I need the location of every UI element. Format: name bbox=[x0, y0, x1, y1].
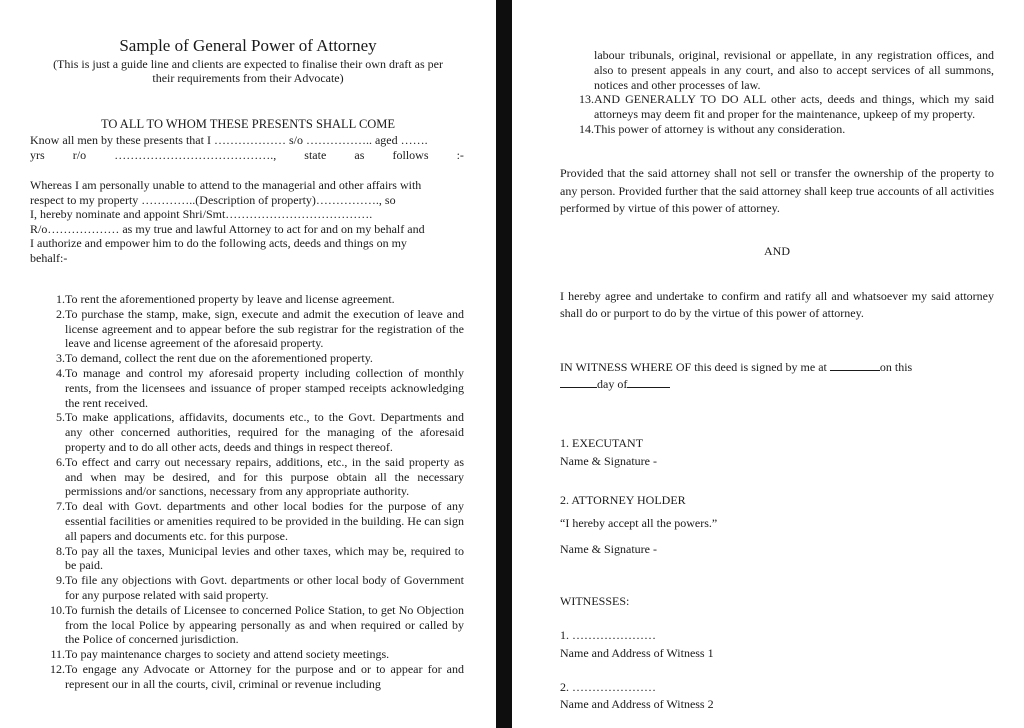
item-text: labour tribunals, original, revisional or appellate, in any registration offices, and also to present appeals in any court, and also to accept services of all summons, notices and other processes of law. bbox=[594, 48, 994, 92]
list-item bbox=[30, 662, 464, 692]
list-item bbox=[30, 573, 464, 603]
witness-line-1 bbox=[560, 359, 994, 376]
know-line-2 bbox=[30, 148, 464, 163]
list-item bbox=[30, 647, 464, 662]
page-divider bbox=[496, 0, 512, 728]
item-number: 9. bbox=[56, 573, 65, 588]
presents-heading: TO ALL TO WHOM THESE PRESENTS SHALL COME bbox=[100, 117, 396, 131]
subtitle-line: their requirements from their Advocate) bbox=[152, 71, 344, 85]
know-line: Know all men by these presents that I ……………… s/o …………….. aged ……. bbox=[30, 133, 428, 147]
document-title: Sample of General Power of Attorney bbox=[119, 36, 377, 55]
item-text: AND GENERALLY TO DO ALL other acts, deeds and things, which my said attorneys may deem fit and proper for the maintenance, upkeep of my property. bbox=[594, 92, 994, 122]
item-text: To engage any Advocate or Attorney for the purpose and or to appear for and represent our in all the courts, civil, criminal or revenue including bbox=[65, 661, 464, 691]
and-heading: AND bbox=[764, 244, 790, 258]
place-blank[interactable] bbox=[830, 359, 880, 371]
list-item bbox=[30, 455, 464, 499]
item-text: To effect and carry out necessary repairs, additions, etc., in the said property as and when may be desired, and for this purpose obtain all the necessary permissions and/or sanctions, necessary from any appropriate authority. bbox=[65, 454, 464, 499]
item-number: 8. bbox=[56, 543, 65, 558]
witness-clause bbox=[560, 359, 994, 393]
list-item bbox=[30, 410, 464, 454]
whereas-line: I authorize and empower him to do the following acts, deeds and things on my bbox=[30, 236, 407, 251]
know-word: …………………………………., bbox=[114, 147, 277, 162]
attorney-holder-quote: “I hereby accept all the powers.” bbox=[560, 516, 718, 530]
item-number: 3. bbox=[56, 351, 65, 366]
document-page-left bbox=[0, 0, 496, 728]
know-word: state bbox=[304, 147, 327, 162]
item-text: To pay all the taxes, Municipal levies and other taxes, which may be, required to be paid. bbox=[65, 543, 464, 573]
witness-text: IN WITNESS WHERE OF this deed is signed by me at bbox=[560, 360, 827, 374]
whereas-line: Whereas I am personally unable to attend to the managerial and other affairs with bbox=[30, 178, 422, 192]
powers-list-continued bbox=[540, 48, 994, 137]
item-text: To purchase the stamp, make, sign, execute and admit the execution of leave and license agreement and to appear before the sub registrar for the registration of the leave and license agreement of the aforesaid property. bbox=[65, 306, 464, 351]
item-number: 2. bbox=[56, 306, 65, 321]
list-item bbox=[30, 366, 464, 410]
list-item bbox=[30, 307, 464, 351]
witness-2-label: Name and Address of Witness 2 bbox=[560, 697, 714, 711]
attorney-holder-label: 2. ATTORNEY HOLDER bbox=[560, 493, 686, 507]
provided-paragraph: Provided that the said attorney shall not sell or transfer the ownership of the property to any person. Provided further that the said attorney shall keep true accounts of all activities performed by virtue of this power of attorney. bbox=[560, 166, 994, 215]
item-text: To pay maintenance charges to society and attend society meetings. bbox=[65, 647, 390, 662]
item-number: 10. bbox=[50, 602, 65, 617]
item-text: To furnish the details of Licensee to concerned Police Station, to get No Objection from the local Police by appearing personally as and when required or called by the Police of concerned jurisdiction. bbox=[65, 602, 464, 647]
item-text: To demand, collect the rent due on the aforementioned property. bbox=[65, 351, 373, 366]
ratify-paragraph: I hereby agree and undertake to confirm and ratify all and whatsoever my said attorney shall do or purport to do by the virtue of this power of attorney. bbox=[560, 289, 994, 320]
list-item bbox=[30, 292, 464, 307]
item-number: 12. bbox=[50, 661, 65, 676]
item-number: 13. bbox=[579, 92, 594, 107]
whereas-line: I, hereby nominate and appoint Shri/Smt………………………………. bbox=[30, 207, 373, 222]
item-text: This power of attorney is without any consideration. bbox=[594, 121, 846, 136]
item-text: To manage and control my aforesaid property including collection of monthly rents, from the licensees and issuance of proper stamped receipts acknowledging the rent received. bbox=[65, 365, 464, 410]
item-number: 14. bbox=[579, 121, 594, 136]
item-text: To deal with Govt. departments and other local bodies for the purpose of any essential facilities or amenities required to be provided in the building. He can sign all papers and documents etc. for this purpose. bbox=[65, 499, 464, 543]
item-number: 5. bbox=[56, 410, 65, 425]
item-number bbox=[540, 48, 594, 92]
list-item bbox=[30, 499, 464, 543]
list-item bbox=[540, 122, 994, 137]
item-number: 6. bbox=[56, 454, 65, 469]
know-word: :- bbox=[456, 147, 464, 162]
executant-label: 1. EXECUTANT bbox=[560, 436, 644, 450]
item-number: 11. bbox=[50, 647, 65, 662]
document-subtitle bbox=[30, 57, 466, 85]
know-word: yrs bbox=[30, 147, 45, 162]
witnesses-heading: WITNESSES: bbox=[560, 594, 630, 608]
item-text: To make applications, affidavits, documents etc., to the Govt. Departments and any other concerned authorities, required for the managing of the aforesaid property and to do all other acts, deeds and things in respect thereof. bbox=[65, 410, 464, 454]
item-text: To file any objections with Govt. departments or other local body of Government for any purpose related with said property. bbox=[65, 573, 464, 602]
subtitle-line: (This is just a guide line and clients are expected to finalise their own draft as per bbox=[53, 57, 443, 71]
know-word: follows bbox=[392, 147, 429, 162]
powers-list bbox=[30, 292, 464, 692]
executant-signature-label: Name & Signature - bbox=[560, 454, 657, 468]
item-number: 4. bbox=[56, 365, 65, 380]
witness-on-text: on this bbox=[879, 360, 913, 374]
witness-1-line: 1. ………………… bbox=[560, 628, 656, 642]
list-item bbox=[30, 544, 464, 574]
attorney-holder-signature-label: Name & Signature - bbox=[560, 542, 657, 556]
know-word: as bbox=[354, 147, 365, 162]
know-word: r/o bbox=[72, 147, 87, 162]
witness-2-line: 2. ………………… bbox=[560, 680, 656, 694]
item-number: 7. bbox=[56, 499, 65, 514]
know-all-men-paragraph bbox=[30, 133, 464, 162]
witness-line-2 bbox=[560, 376, 994, 393]
list-item bbox=[540, 92, 994, 122]
month-blank[interactable] bbox=[627, 376, 670, 388]
item-text: To rent the aforementioned property by leave and license agreement. bbox=[65, 292, 395, 306]
whereas-line: behalf:- bbox=[30, 250, 68, 265]
witness-1-label: Name and Address of Witness 1 bbox=[560, 646, 714, 660]
day-blank[interactable] bbox=[560, 376, 597, 388]
list-item bbox=[30, 603, 464, 647]
whereas-line: respect to my property …………..(Description of property)……………., so bbox=[30, 192, 396, 207]
whereas-paragraph bbox=[30, 178, 464, 266]
list-item bbox=[30, 351, 464, 366]
list-item bbox=[540, 48, 994, 92]
item-number: 1. bbox=[56, 292, 65, 306]
witness-day-text: day of bbox=[597, 377, 628, 391]
whereas-line: R/o……………… as my true and lawful Attorney to act for and on my behalf and bbox=[30, 221, 425, 236]
